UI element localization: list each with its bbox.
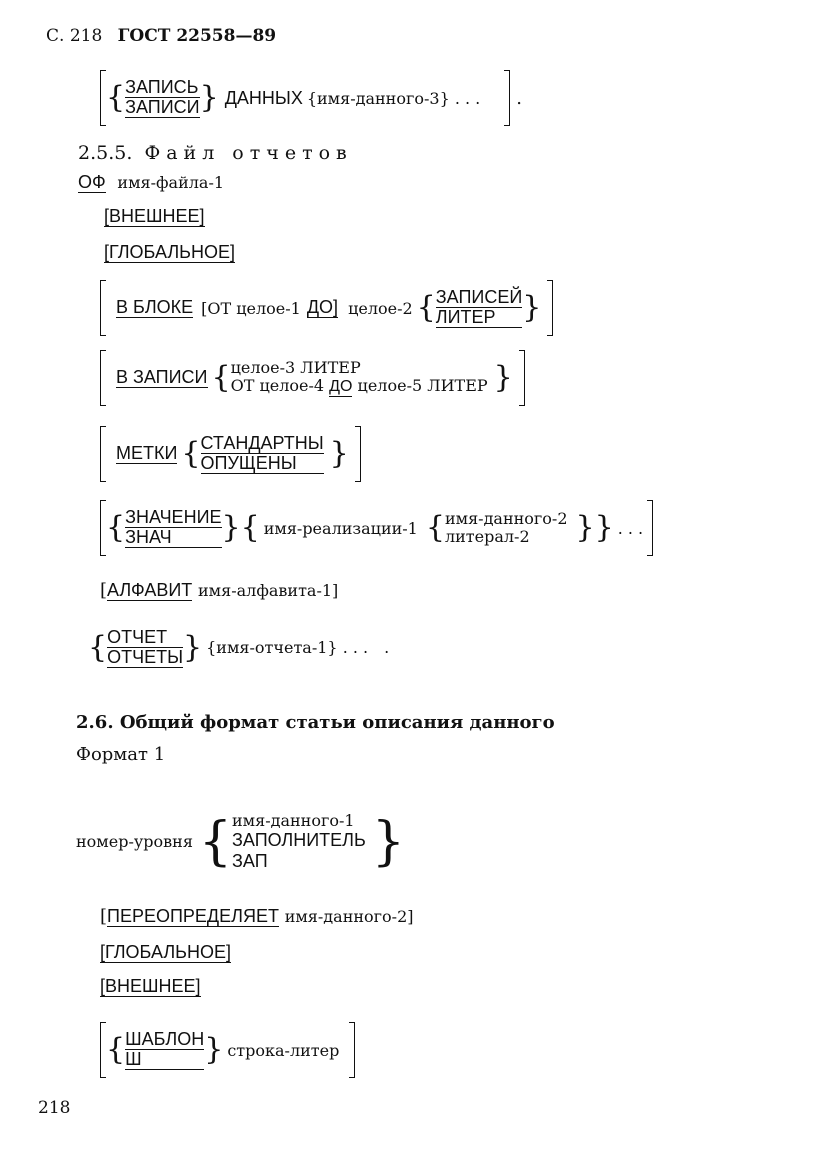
option-standartny: СТАНДАРТНЫ xyxy=(200,433,324,454)
option-otchet: ОТЧЕТ xyxy=(107,628,183,648)
keyword-pereopredelyaet: ПЕРЕОПРЕДЕЛЯЕТ xyxy=(107,906,279,926)
of-line xyxy=(78,172,224,193)
redefined-data-name: имя-данного-2] xyxy=(284,907,414,926)
option-shablon: ШАБЛОН xyxy=(125,1029,205,1050)
options-stack xyxy=(125,78,200,118)
keyword-alfavit: АЛФАВИТ xyxy=(107,580,193,600)
option-sh: Ш xyxy=(125,1050,204,1070)
character-string: строка-литер xyxy=(227,1040,340,1060)
option-znachenie: ЗНАЧЕНИЕ xyxy=(125,507,222,528)
data-records-clause: { ЗАПИСЬ ЗАПИСИ } ДАННЫХ {имя-данного-3} . . . . xyxy=(100,70,522,126)
brace-open: { xyxy=(106,80,126,115)
label-records-clause: МЕТКИ { СТАНДАРТНЫ ОПУЩЕНЫ } xyxy=(100,426,361,482)
section-title: Файл отчетов xyxy=(144,142,353,164)
keyword-of: ОФ xyxy=(78,172,106,192)
file-name-1: имя-файла-1 xyxy=(117,173,225,192)
format-1-label: Формат 1 xyxy=(76,744,166,765)
option-zapisi: ЗАПИСИ xyxy=(125,97,200,117)
option-opushcheny: ОПУЩЕНЫ xyxy=(201,454,324,474)
option-zap: ЗАП xyxy=(232,851,268,872)
picture-clause: { ШАБЛОН Ш } строка-литер xyxy=(100,1022,355,1078)
block-contains-clause: В БЛОКЕ [ОТ целое-1 ДО] целое-2 { ЗАПИСЕЙ ЛИТЕР } xyxy=(100,280,553,336)
code-set-clause: [АЛФАВИТ имя-алфавита-1] xyxy=(100,580,339,601)
value-of-clause: { ЗНАЧЕНИЕ ЗНАЧ } { имя-реализации-1 { имя-данного-2 литерал-2 } } . . . xyxy=(100,500,653,556)
option-zapis: ЗАПИСЬ xyxy=(125,77,199,98)
option-data-name-2: имя-данного-2 xyxy=(444,508,568,528)
keyword-v-bloke: В БЛОКЕ xyxy=(116,297,194,318)
alphabet-name-1: имя-алфавита-1] xyxy=(198,581,339,600)
int-2: целое-2 xyxy=(348,298,413,318)
option-from-to: ОТ целое-4 ДО целое-5 ЛИТЕР xyxy=(230,376,488,396)
option-int-3: целое-3 ЛИТЕР xyxy=(230,357,361,377)
global-clause-1: [ГЛОБАЛЬНОЕ] xyxy=(104,242,236,262)
report-clause: { ОТЧЕТ ОТЧЕТЫ } {имя-отчета-1} . . . . xyxy=(88,627,390,667)
section-number: 2.5.5. xyxy=(78,142,133,164)
keyword-do: ДО] xyxy=(306,297,339,318)
external-clause-2: [ВНЕШНЕЕ] xyxy=(100,976,201,996)
option-znach: ЗНАЧ xyxy=(125,528,221,548)
data-name-3: {имя-данного-3} . . . xyxy=(306,88,481,108)
implementor-name-1: имя-реализации-1 xyxy=(263,518,418,538)
section-2-6-heading: 2.6. Общий формат статьи описания данного xyxy=(76,712,555,733)
level-number-clause: номер-уровня { имя-данного-1 ЗАПОЛНИТЕЛЬ ЗАП } xyxy=(76,811,405,872)
keyword-metki: МЕТКИ xyxy=(116,443,178,464)
option-filler: ЗАПОЛНИТЕЛЬ xyxy=(232,830,366,851)
word-dannyh: ДАННЫХ xyxy=(224,87,303,108)
page-header xyxy=(46,26,276,46)
option-literal-2: литерал-2 xyxy=(444,527,530,546)
page-ref: С. 218 xyxy=(46,26,103,46)
keyword-v-zapisi: В ЗАПИСИ xyxy=(116,367,208,388)
option-data-name-1: имя-данного-1 xyxy=(232,811,355,830)
option-liter: ЛИТЕР xyxy=(436,308,523,328)
section-2-5-5-heading xyxy=(78,142,353,164)
level-number: номер-уровня xyxy=(76,832,193,852)
external-clause-1: [ВНЕШНЕЕ] xyxy=(104,206,205,226)
standard-number: ГОСТ 22558—89 xyxy=(117,26,277,46)
report-name-1: {имя-отчета-1} . . . xyxy=(206,638,369,658)
option-zapisey: ЗАПИСЕЙ xyxy=(435,287,523,308)
page-number: 218 xyxy=(38,1098,71,1118)
redefines-clause: [ПЕРЕОПРЕДЕЛЯЕТ имя-данного-2] xyxy=(100,906,414,927)
global-clause-2: [ГЛОБАЛЬНОЕ] xyxy=(100,942,232,962)
option-otchety: ОТЧЕТЫ xyxy=(107,646,184,667)
from-int-1: [ОТ целое-1 xyxy=(201,298,301,318)
record-contains-clause: В ЗАПИСИ { целое-3 ЛИТЕР ОТ целое-4 ДО целое-5 ЛИТЕР } xyxy=(100,350,525,406)
